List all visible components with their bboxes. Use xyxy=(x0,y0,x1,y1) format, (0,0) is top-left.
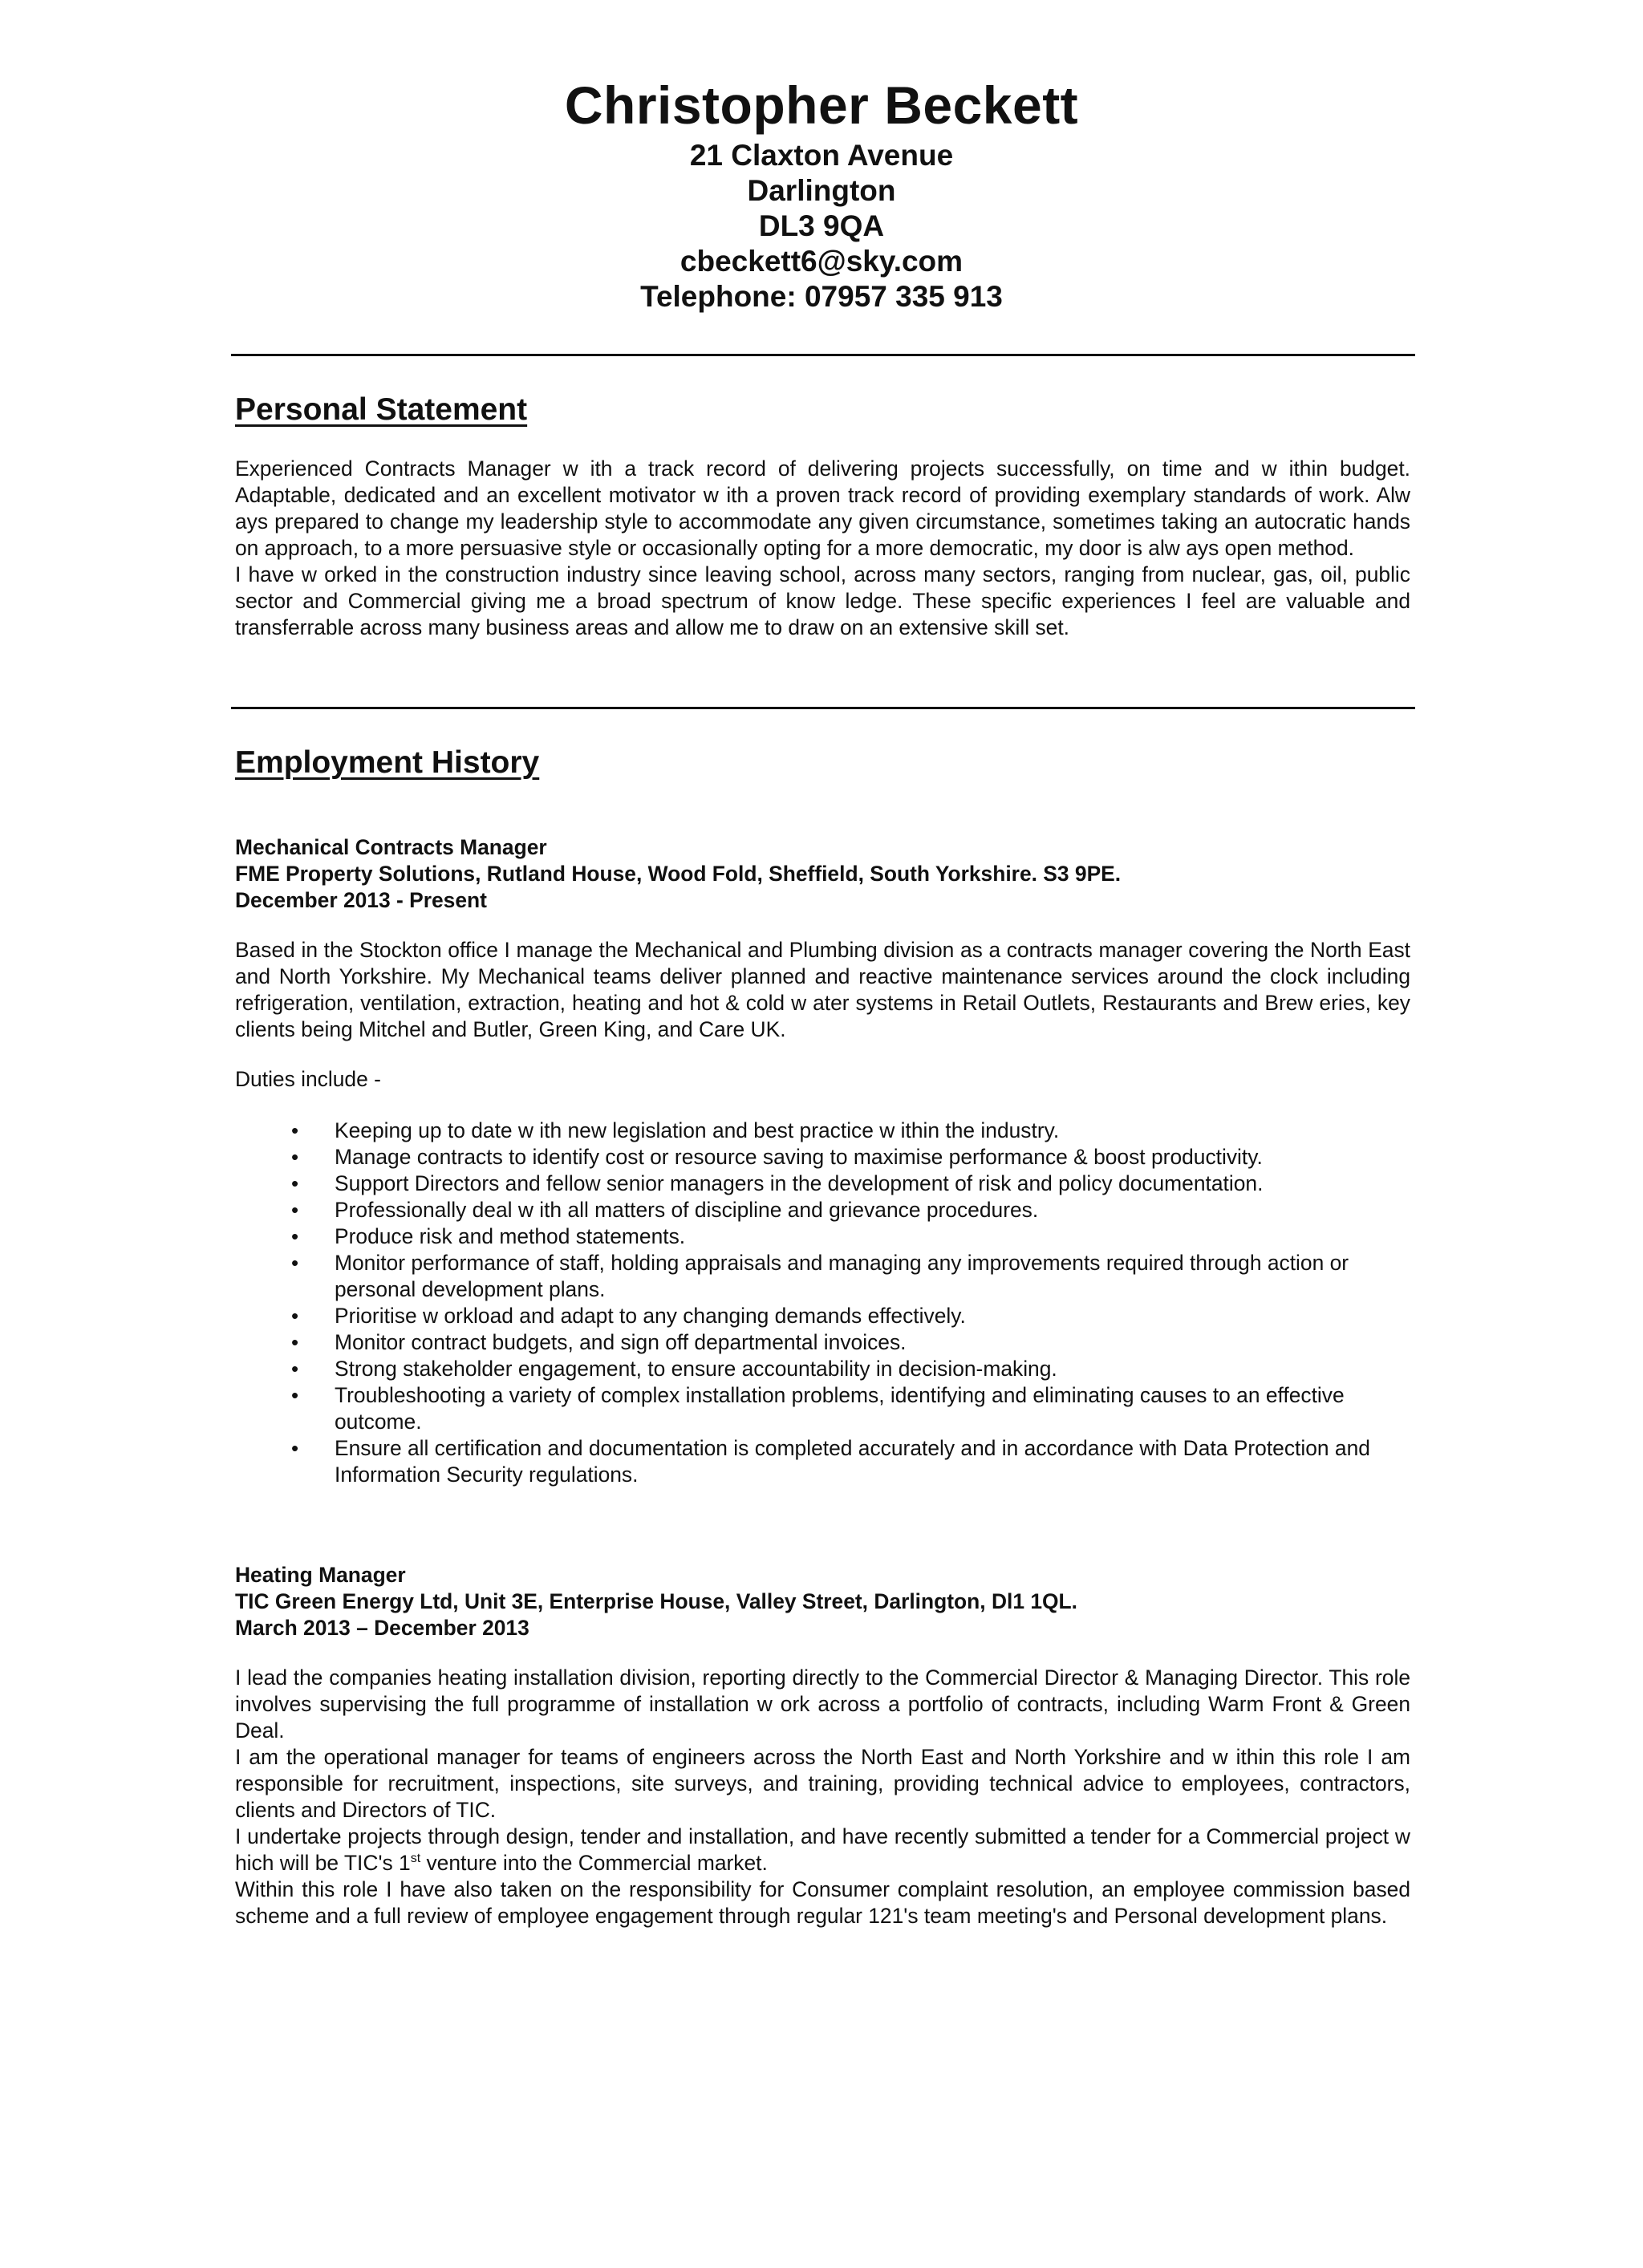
bullet-icon: • xyxy=(291,1198,299,1222)
list-item xyxy=(235,1118,1410,1144)
ordinal-superscript: st xyxy=(410,1852,421,1866)
cv-header xyxy=(0,72,1643,314)
duty-text: Support Directors and fellow senior managers in the development of risk and policy documentation. xyxy=(335,1171,1264,1195)
duty-text: Produce risk and method statements. xyxy=(335,1224,686,1248)
list-item xyxy=(235,1356,1410,1382)
bullet-icon: • xyxy=(291,1436,299,1460)
job2-dates: March 2013 – December 2013 xyxy=(235,1616,529,1640)
bullet-icon: • xyxy=(291,1251,299,1275)
personal-statement-paragraph: I have w orked in the construction industry since leaving school, across many sectors, ranging from nuclear, gas, oil, public sector and Commercial giving me a broad spectrum of know ledge. These specific experiences I feel are valuable and transferrable across many business areas and allow me to draw on an extensive skill set. xyxy=(235,562,1410,639)
bullet-icon: • xyxy=(291,1224,299,1248)
email-address: cbeckett6@sky.com xyxy=(680,245,963,278)
job1-heading xyxy=(235,834,1406,914)
job1-duties-intro xyxy=(235,1066,1410,1093)
job2-para3-end: venture into the Commercial market. xyxy=(420,1851,768,1875)
list-item xyxy=(235,1303,1410,1329)
list-item xyxy=(235,1435,1410,1488)
duties-intro-text: Duties include - xyxy=(235,1067,381,1091)
job1-duties-list xyxy=(235,1118,1410,1488)
bullet-icon: • xyxy=(291,1145,299,1169)
divider-middle xyxy=(231,707,1415,709)
personal-statement-title: Personal Statement xyxy=(235,392,528,427)
bullet-icon: • xyxy=(291,1304,299,1328)
bullet-icon: • xyxy=(291,1171,299,1195)
address-line-1: 21 Claxton Avenue xyxy=(689,139,954,172)
address-line-2: Darlington xyxy=(747,174,896,207)
list-item xyxy=(235,1144,1410,1171)
telephone: Telephone: 07957 335 913 xyxy=(640,280,1003,313)
job2-heading xyxy=(235,1562,1406,1641)
employment-history-title: Employment History xyxy=(235,745,540,780)
duty-text: Prioritise w orkload and adapt to any changing demands effectively. xyxy=(335,1304,966,1328)
bullet-icon: • xyxy=(291,1357,299,1381)
bullet-icon: • xyxy=(291,1383,299,1407)
bullet-icon: • xyxy=(291,1330,299,1354)
job2-company: TIC Green Energy Ltd, Unit 3E, Enterprise House, Valley Street, Darlington, Dl1 1QL. xyxy=(235,1589,1078,1613)
bullet-icon: • xyxy=(291,1118,299,1142)
duty-text: Professionally deal w ith all matters of discipline and grievance procedures. xyxy=(335,1198,1039,1222)
list-item xyxy=(235,1382,1410,1435)
job1-company: FME Property Solutions, Rutland House, Wood Fold, Sheffield, South Yorkshire. S3 9PE. xyxy=(235,862,1122,886)
duty-text: Manage contracts to identify cost or resource saving to maximise performance & boost productivity. xyxy=(335,1145,1263,1169)
job1-dates: December 2013 - Present xyxy=(235,888,487,912)
duty-text: Troubleshooting a variety of complex installation problems, identifying and eliminating causes to an effective outcome. xyxy=(335,1383,1345,1434)
postcode: DL3 9QA xyxy=(758,209,885,242)
list-item xyxy=(235,1223,1410,1250)
job2-description xyxy=(235,1665,1410,1929)
duty-text: Monitor contract budgets, and sign off departmental invoices. xyxy=(335,1330,907,1354)
personal-statement-body xyxy=(235,456,1410,641)
job2-paragraph: I lead the companies heating installation division, reporting directly to the Commercial Director & Managing Director. This role involves supervising the full programme of installation w ork across a portfolio of contracts, including Warm Front & Green Deal. xyxy=(235,1665,1410,1743)
job2-role: Heating Manager xyxy=(235,1563,406,1587)
job2-paragraph xyxy=(235,1824,1410,1876)
list-item xyxy=(235,1250,1410,1303)
job1-description-text: Based in the Stockton office I manage the Mechanical and Plumbing division as a contracts manager covering the North East and North Yorkshire. My Mechanical teams deliver planned and reactive maintenance services around the clock including refrigeration, ventilation, extraction, heating and hot & cold w ater systems in Retail Outlets, Restaurants and Brew eries, key clients being Mitchel and Butler, Green King, and Care UK. xyxy=(235,938,1410,1041)
duty-text: Strong stakeholder engagement, to ensure accountability in decision-making. xyxy=(335,1357,1057,1381)
list-item xyxy=(235,1197,1410,1223)
job1-description xyxy=(235,937,1410,1043)
job2-paragraph: I am the operational manager for teams of engineers across the North East and North Yorkshire and w ithin this role I am responsible for recruitment, inspections, site surveys, and training, providing technical advice to employees, contractors, clients and Directors of TIC. xyxy=(235,1745,1410,1822)
divider-top xyxy=(231,354,1415,356)
job1-role: Mechanical Contracts Manager xyxy=(235,835,547,859)
job2-para3-start: I undertake projects through design, tender and installation, and have recently submitted a tender for a Commercial project w hich will be TIC's 1 xyxy=(235,1824,1410,1875)
personal-statement-paragraph: Experienced Contracts Manager w ith a track record of delivering projects successfully, on time and w ithin budget. Adaptable, dedicated and an excellent motivator w ith a proven track record of providing exemplary standards of work. Alw ays prepared to change my leadership style to accommodate any given circumstance, sometimes taking an autocratic hands on approach, to a more persuasive style or occasionally opting for a more democratic, my door is alw ays open method. xyxy=(235,456,1410,560)
duty-text: Monitor performance of staff, holding appraisals and managing any improvements required through action or personal development plans. xyxy=(335,1251,1349,1301)
job2-paragraph: Within this role I have also taken on the responsibility for Consumer complaint resolution, an employee commission based scheme and a full review of employee engagement through regular 121's team meeting's and Personal development plans. xyxy=(235,1877,1410,1928)
duty-text: Keeping up to date w ith new legislation and best practice w ithin the industry. xyxy=(335,1118,1060,1142)
list-item xyxy=(235,1171,1410,1197)
duty-text: Ensure all certification and documentation is completed accurately and in accordance with Data Protection and Information Security regulations. xyxy=(335,1436,1370,1487)
list-item xyxy=(235,1329,1410,1356)
candidate-name: Christopher Beckett xyxy=(564,75,1079,135)
